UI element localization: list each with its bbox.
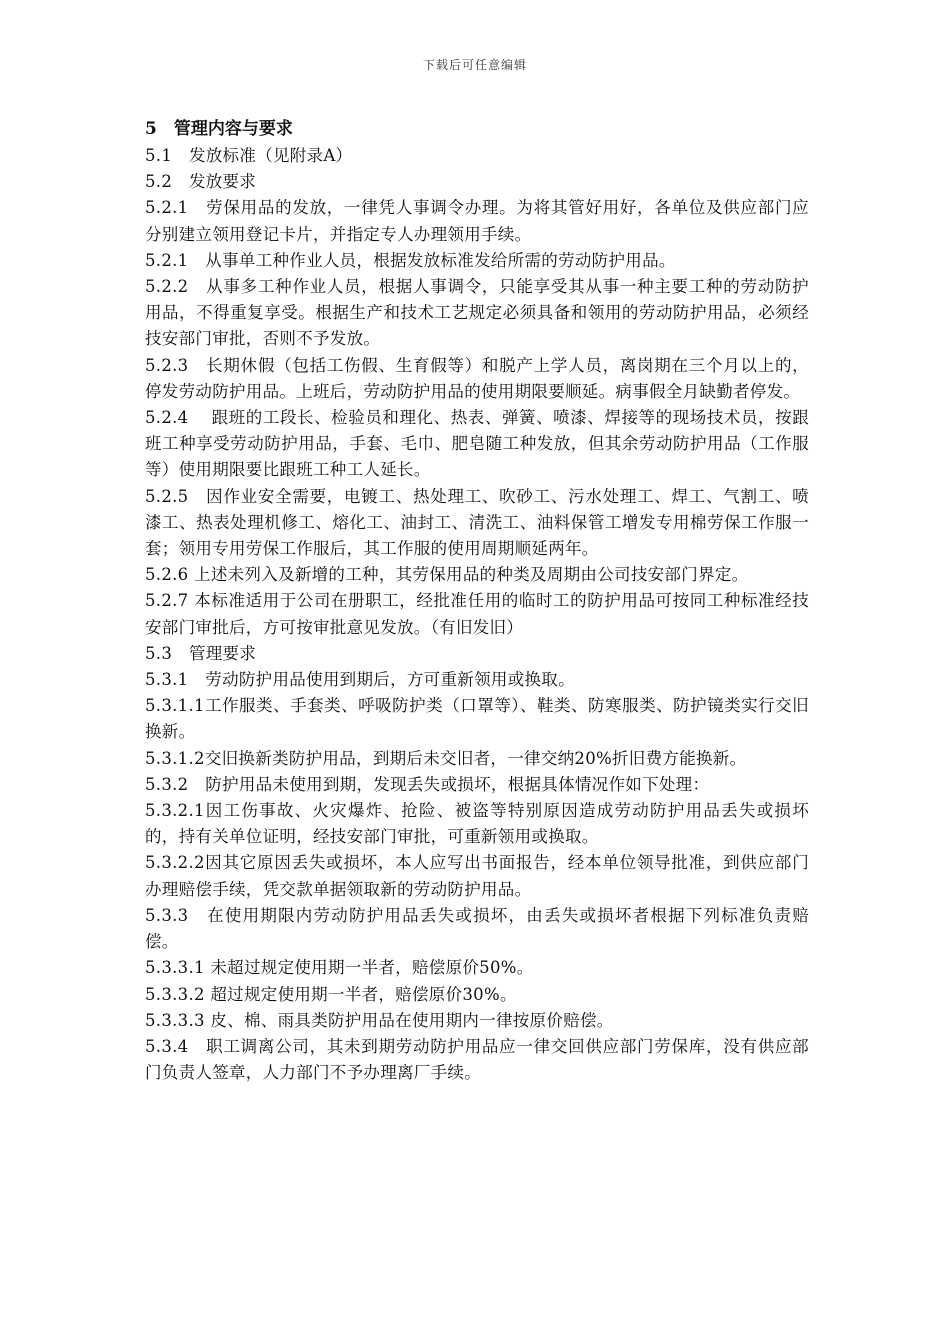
document-body xyxy=(145,116,809,1086)
paragraph-5-2-1-a: 5.2.1 劳保用品的发放，一律凭人事调令办理。为将其管好用好，各单位及供应部门应分别建立领用登记卡片，并指定专人办理领用手续。 xyxy=(145,198,809,244)
paragraph-5-1: 5.1 发放标准（见附录A） xyxy=(145,146,353,165)
section-title: 5 管理内容与要求 xyxy=(145,119,293,139)
paragraph-5-3-1-2: 5.3.1.2交旧换新类防护用品，到期后未交旧者，一律交纳20%折旧费方能换新。 xyxy=(145,748,747,768)
paragraph-5-3-1: 5.3.1 劳动防护用品使用到期后，方可重新领用或换取。 xyxy=(145,670,575,690)
paragraph-5-2-4: 5.2.4 跟班的工段长、检验员和理化、热表、弹簧、喷漆、焊接等的现场技术员，按跟班工种享受劳动防护用品，手套、毛巾、肥皂随工种发放，但其余劳动防护用品（工作服等）使用期限要比跟班工种工人延长。 xyxy=(145,408,809,480)
paragraph-5-3-3-1: 5.3.3.1 未超过规定使用期一半者，赔偿原价50%。 xyxy=(145,958,534,978)
paragraph-5-3-4: 5.3.4 职工调离公司，其未到期劳动防护用品应一律交回供应部门劳保库，没有供应部门负责人签章，人力部门不予办理离厂手续。 xyxy=(145,1036,809,1083)
paragraph-5-3: 5.3 管理要求 xyxy=(145,643,257,663)
paragraph-5-3-1-1: 5.3.1.1工作服类、手套类、呼吸防护类（口罩等）、鞋类、防寒服类、防护镜类实行交旧换新。 xyxy=(145,696,809,742)
paragraph-5-3-3-3: 5.3.3.3 皮、棉、雨具类防护用品在使用期内一律按原价赔偿。 xyxy=(145,1010,614,1030)
paragraph-5-3-2-2: 5.3.2.2因其它原因丢失或损坏，本人应写出书面报告，经本单位领导批准，到供应部门办理赔偿手续，凭交款单据领取新的劳动防护用品。 xyxy=(145,853,809,899)
paragraph-5-2: 5.2 发放要求 xyxy=(145,172,257,192)
paragraph-5-2-6: 5.2.6 上述未列入及新增的工种，其劳保用品的种类及周期由公司技安部门界定。 xyxy=(145,565,749,585)
paragraph-5-2-7: 5.2.7 本标准适用于公司在册职工，经批准任用的临时工的防护用品可按同工种标准经技安部门审批后，方可按审批意见发放。（有旧发旧） xyxy=(145,591,809,637)
paragraph-5-3-2-1: 5.3.2.1因工伤事故、火灾爆炸、抢险、被盗等特别原因造成劳动防护用品丢失或损坏的，持有关单位证明，经技安部门审批，可重新领用或换取。 xyxy=(145,801,809,847)
paragraph-5-3-2: 5.3.2 防护用品未使用到期，发现丢失或损坏，根据具体情况作如下处理： xyxy=(145,774,710,794)
paragraph-5-2-3: 5.2.3 长期休假（包括工伤假、生育假等）和脱产上学人员，离岗期在三个月以上的，停发劳动防护用品。上班后，劳动防护用品的使用期限要顺延。病事假全月缺勤者停发。 xyxy=(145,355,809,401)
paragraph-5-2-1-b: 5.2.1 从事单工种作业人员，根据发放标准发给所需的劳动防护用品。 xyxy=(145,250,676,270)
header-note: 下载后可任意编辑 xyxy=(422,58,527,72)
paragraph-5-3-3: 5.3.3 在使用期限内劳动防护用品丢失或损坏，由丢失或损坏者根据下列标准负责赔偿。 xyxy=(145,905,809,952)
paragraph-5-2-2: 5.2.2 从事多工种作业人员，根据人事调令，只能享受其从事一种主要工种的劳动防护用品，不得重复享受。根据生产和技术工艺规定必须具备和领用的劳动防护用品，必须经技安部门审批，否则不予发放。 xyxy=(145,277,809,349)
paragraph-5-3-3-2: 5.3.3.2 超过规定使用期一半者，赔偿原价30%。 xyxy=(145,984,517,1004)
paragraph-5-2-5: 5.2.5 因作业安全需要，电镀工、热处理工、吹砂工、污水处理工、焊工、气割工、喷漆工、热表处理机修工、熔化工、油封工、清洗工、油料保管工增发专用棉劳保工作服一套；领用专用劳保工作服后，其工作服的使用周期顺延两年。 xyxy=(145,486,809,559)
